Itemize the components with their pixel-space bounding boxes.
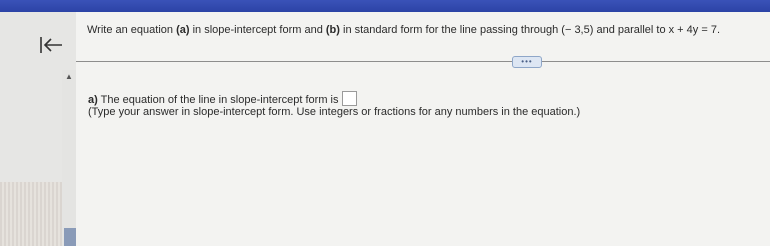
top-bar bbox=[0, 0, 770, 12]
answer-input[interactable] bbox=[342, 91, 357, 106]
question-equation: x + 4y = 7 bbox=[668, 24, 717, 36]
section-divider bbox=[76, 61, 770, 62]
question-part-a-tag: (a) bbox=[176, 24, 190, 36]
part-a-prompt bbox=[88, 91, 357, 106]
back-button[interactable] bbox=[38, 34, 66, 56]
question-part-b-tag: (b) bbox=[325, 24, 340, 36]
part-a-tag: a) bbox=[88, 94, 98, 106]
question-text bbox=[87, 24, 720, 36]
question-panel bbox=[76, 12, 770, 246]
question-mid-2: in standard form for the line passing through bbox=[339, 24, 562, 36]
left-gutter-texture bbox=[0, 182, 62, 246]
back-arrow-icon bbox=[38, 34, 66, 56]
question-end: . bbox=[716, 24, 720, 36]
question-mid-3: and parallel to bbox=[593, 24, 669, 36]
part-a-prompt-text: The equation of the line in slope-intercept form is bbox=[97, 94, 339, 106]
scroll-thumb[interactable] bbox=[64, 228, 76, 246]
question-mid-1: in slope-intercept form and bbox=[189, 24, 326, 36]
part-a-instruction: (Type your answer in slope-intercept form. Use integers or fractions for any numbers in the equation.) bbox=[88, 106, 581, 118]
expand-more-button[interactable]: ••• bbox=[512, 56, 542, 68]
triangle-up-icon[interactable]: ▲ bbox=[65, 72, 73, 81]
question-intro: Write an equation bbox=[87, 24, 177, 36]
scroll-track[interactable] bbox=[62, 70, 76, 246]
question-point: (− 3,5) bbox=[561, 24, 594, 36]
